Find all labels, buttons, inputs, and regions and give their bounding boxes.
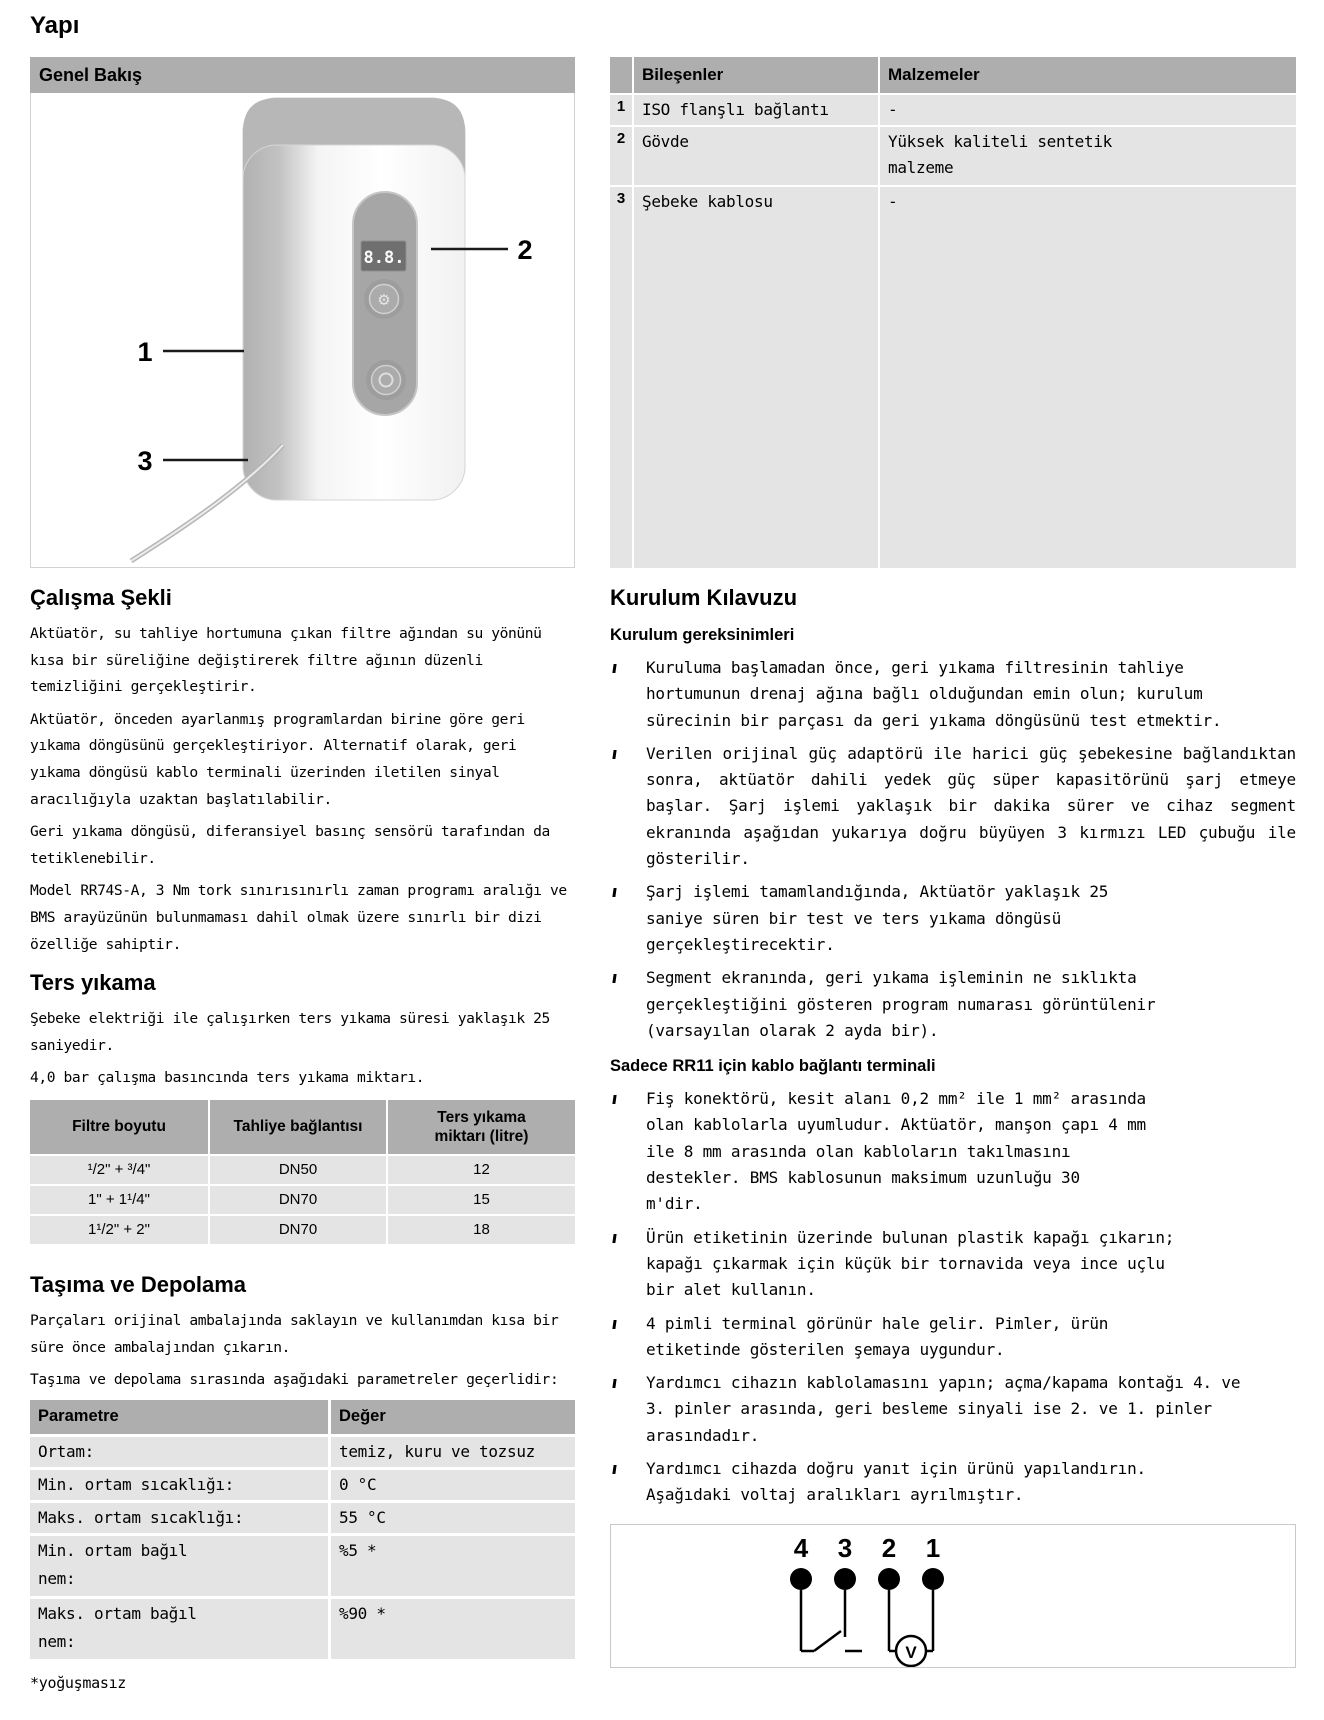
row-number: 1 [610,95,632,125]
filter-table-header: Ters yıkama miktarı (litre) [388,1100,575,1154]
paragraph: Parçaları orijinal ambalajında saklayın ve kullanımdan kısa bir süre önce ambalajından çıkarın. [30,1311,559,1356]
components-table-corner [610,57,632,93]
filter-size: ¹/2" + ³/4" [30,1156,208,1184]
component-name: ISO flanşlı bağlantı [634,95,878,125]
subheading-terminal: Sadece RR11 için kablo bağlantı terminali [610,1057,936,1076]
callout-3: 3 [137,446,153,476]
parameter-value: temiz, kuru ve tozsuz [331,1437,575,1467]
bullet-text: Yardımcı cihazın kablolamasını yapın; açma/kapama kontağı 4. ve 3. pinler arasında, geri besleme sinyali ise 2. ve 1. pinler arasındadır. [646,1373,1241,1445]
parameter-table [30,1400,575,1659]
parameter-name: Maks. ortam bağıl nem: [30,1599,328,1659]
right-column [610,583,1296,1516]
bullet-text: Yardımcı cihazda doğru yanıt için ürünü yapılandırın. Aşağıdaki voltaj aralıkları ayrılmıştır. [646,1459,1146,1505]
backwash-volume: 15 [388,1186,575,1214]
callout-2: 2 [517,235,533,265]
pin-label-3: 3 [837,1533,853,1563]
list-item [610,1086,1296,1217]
list-item [610,965,1296,1044]
filter-table-header: Tahliye bağlantısı [210,1100,386,1154]
parameter-value: 55 °C [331,1503,575,1533]
terminal-dot [878,1568,900,1590]
materials-header: Malzemeler [880,57,1296,93]
requirements-list [610,655,1296,1044]
left-column [30,583,575,1692]
bullet-text: Kuruluma başlamadan önce, geri yıkama filtresinin tahliye hortumunun drenaj ağına bağlı olduğundan emin olun; kurulum sürecinin bir parçası da geri yıkama döngüsünü test etmektir. [646,658,1222,730]
bullet-text: Segment ekranında, geri yıkama işleminin ne sıklıkta gerçekleştiğini gösteren program numarası görüntülenir (varsayılan olarak 2 ayda bir). [646,968,1156,1040]
component-material: Yüksek kaliteli sentetik malzeme [880,127,1296,185]
power-button [366,360,406,400]
parameter-value: %90 * [331,1599,575,1659]
filter-size: 1¹/2" + 2" [30,1216,208,1244]
subheading-requirements: Kurulum gereksinimleri [610,626,795,644]
component-name: Şebeke kablosu [634,187,878,568]
bullet-icon [610,655,646,734]
bullet-text: Verilen orijinal güç adaptörü ile harici güç şebekesine bağlandıktan sonra, aktüatör dahili yedek güç süper kapasitörünü şarj etmeye başlar. Şarj işlemi yaklaşık bir dakika sürer ve cihaz segment ekranında aşağıdan yukarıya doğru büyüyen 3 kırmızı LED çubuğu ile gösterilir. [646,743,1296,869]
control-panel [353,192,417,415]
pin-label-4: 4 [793,1533,809,1563]
filter-table-header: Filtre boyutu [30,1100,208,1154]
section-heading-installation: Kurulum Kılavuzu [610,585,798,610]
filter-size-table [30,1100,575,1244]
parameter-name: Maks. ortam sıcaklığı: [30,1503,328,1533]
bullet-icon [610,965,646,1044]
paragraph: 4,0 bar çalışma basıncında ters yıkama miktarı. [30,1069,425,1087]
drain-connection: DN70 [210,1186,386,1214]
bullet-icon [610,1086,646,1217]
parameter-value: 0 °C [331,1470,575,1500]
parameter-header: Parametre [30,1400,328,1434]
terminal-dot [922,1568,944,1590]
overview-panel-body [30,93,575,568]
parameter-name: Min. ortam sıcaklığı: [30,1470,328,1500]
row-number: 2 [610,127,632,185]
parameter-name: Min. ortam bağıl nem: [30,1536,328,1596]
paragraph: Şebeke elektriği ile çalışırken ters yıkama süresi yaklaşık 25 saniyedir. [30,1010,550,1054]
component-material: - [880,95,1296,125]
gear-button [364,279,404,319]
terminal-dot [834,1568,856,1590]
pin-label-2: 2 [881,1533,897,1563]
bullet-text: Ürün etiketinin üzerinde bulunan plastik kapağı çıkarın; kapağı çıkarmak için küçük bir tornavida veya ince uçlu bir alet kullanın. [646,1227,1175,1300]
terminal-list [610,1086,1296,1508]
list-item [610,1370,1296,1449]
list-item [610,879,1296,958]
footnote: *yoğuşmasız [30,1673,127,1692]
switch-contact-icon [801,1590,862,1651]
paragraph: Model RR74S-A, 3 Nm tork sınırısınırlı zaman programı aralığı ve BMS arayüzünün bulunmaması dahil olmak üzere sınırlı bir dizi özelliğe sahiptir. [30,882,567,953]
section-heading-transport: Taşıma ve Depolama [30,1271,247,1297]
display-digits: 8.8. [363,248,405,268]
filter-size: 1" + 1¹/4" [30,1186,208,1214]
bullet-icon [610,741,646,872]
bullet-icon [610,1456,646,1509]
drain-connection: DN50 [210,1156,386,1184]
paragraph: Aktüatör, su tahliye hortumuna çıkan filtre ağından su yönünü kısa bir süreliğine değiştirerek filtre ağının düzenli temizliğini gerçekleştirir. [30,625,542,696]
paragraph: Geri yıkama döngüsü, diferansiyel basınç sensörü tarafından da tetiklenebilir. [30,823,550,867]
section-heading-backwash: Ters yıkama [30,970,156,996]
list-item [610,1225,1296,1304]
wiring-diagram [610,1524,1296,1668]
value-header: Değer [331,1400,575,1434]
bullet-text: 4 pimli terminal görünür hale gelir. Pimler, ürün etiketinde gösterilen şemaya uygundur. [646,1313,1109,1359]
bullet-icon [610,1311,646,1364]
overview-panel-header: Genel Bakış [30,57,575,93]
list-item [610,741,1296,872]
backwash-volume: 12 [388,1156,575,1184]
component-material: - [880,187,1296,568]
list-item [610,1311,1296,1364]
page-title: Yapı [30,12,80,39]
components-header: Bileşenler [634,57,878,93]
backwash-volume: 18 [388,1216,575,1244]
parameter-name: Ortam: [30,1437,328,1467]
device-illustration [31,93,574,566]
components-table [610,57,1296,568]
voltmeter-label: V [905,1643,917,1662]
terminal-dot [790,1568,812,1590]
list-item [610,655,1296,734]
callout-1: 1 [137,337,153,367]
bullet-icon [610,1370,646,1449]
component-name: Gövde [634,127,878,185]
terminal-schematic [611,1525,1295,1667]
drain-connection: DN70 [210,1216,386,1244]
bullet-text: Şarj işlemi tamamlandığında, Aktüatör yaklaşık 25 saniye süren bir test ve ters yıkama döngüsü gerçekleştirecektir. [646,882,1109,954]
bullet-icon [610,1225,646,1304]
pin-label-1: 1 [925,1533,941,1563]
bullet-text: Fiş konektörü, kesit alanı 0,2 mm² ile 1 mm² arasında olan kablolarla uyumludur. Aktüatör, manşon çapı 4 mm ile 8 mm arasında olan kabloların takılmasını destekler. BMS kablosunun maksimum uzunluğu 30 m'dir. [646,1089,1146,1214]
parameter-value: %5 * [331,1536,575,1596]
overview-panel [30,57,575,568]
list-item [610,1456,1296,1509]
paragraph: Aktüatör, önceden ayarlanmış programlardan birine göre geri yıkama döngüsünü gerçekleştiriyor. Alternatif olarak, geri yıkama döngüsü kablo terminali üzerinden iletilen sinyal aracılığıyla uzaktan başlatılabilir. [30,710,525,808]
section-heading-working-principle: Çalışma Şekli [30,585,172,610]
row-number: 3 [610,187,632,568]
gear-icon: ⚙ [377,291,391,309]
bullet-icon [610,879,646,958]
paragraph: Taşıma ve depolama sırasında aşağıdaki parametreler geçerlidir: [30,1371,559,1389]
